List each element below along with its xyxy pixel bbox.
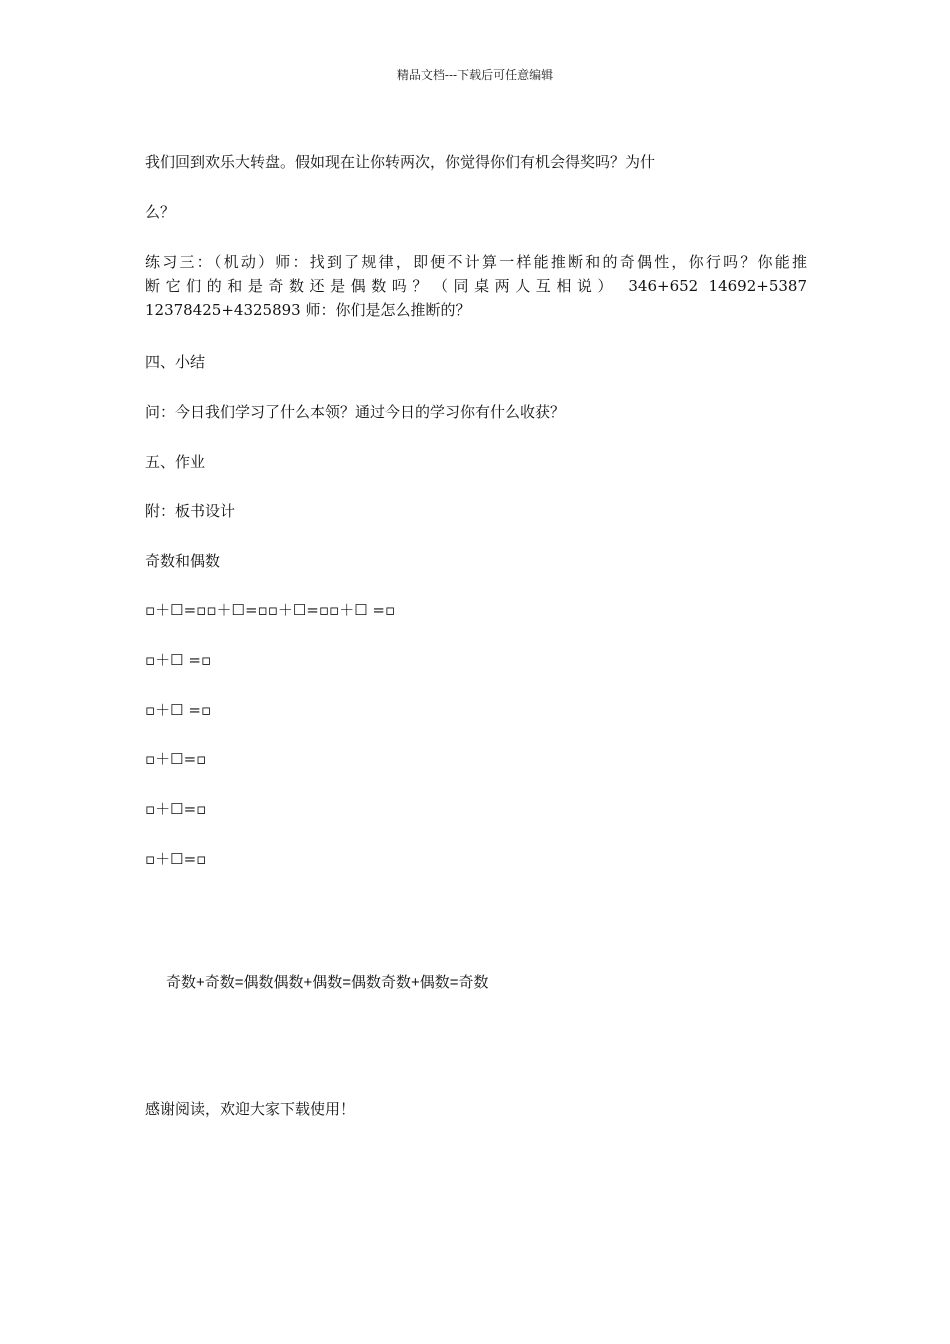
section-heading-summary: 四、小结: [145, 353, 206, 371]
board-equation-2: ▫＋☐ =▫: [145, 651, 212, 669]
board-equation-1: ▫＋☐=▫▫＋☐=▫▫＋☐=▫▫＋☐ =▫: [145, 601, 396, 619]
closing-thanks: 感谢阅读，欢迎大家下载使用！: [145, 1100, 356, 1118]
parity-rules: 奇数+奇数=偶数偶数+偶数=偶数奇数+偶数=奇数: [166, 974, 489, 991]
paragraph-spinner-line-1: 我们回到欢乐大转盘。假如现在让你转两次，你觉得你们有机会得奖吗？为什: [145, 153, 656, 171]
paragraph-exercise-three: [145, 250, 807, 322]
summary-question: 问：今日我们学习了什么本领？通过今日的学习你有什么收获？: [145, 403, 566, 421]
board-equation-5: ▫＋☐=▫: [145, 800, 207, 818]
board-equation-3: ▫＋☐ =▫: [145, 701, 212, 719]
paragraph-spinner-line-2: 么？: [145, 203, 176, 221]
section-heading-homework: 五、作业: [145, 453, 206, 471]
page-header: 精品文档---下载后可任意编辑: [396, 68, 554, 82]
exercise-three-line-3: 12378425+4325893 师：你们是怎么推断的？: [145, 301, 471, 319]
board-equation-6: ▫＋☐=▫: [145, 850, 207, 868]
exercise-three-line-2: 断它们的和是奇数还是偶数吗？（同桌两人互相说） 346+652 14692+5387: [145, 277, 807, 295]
appendix-board-design: 附：板书设计: [145, 502, 236, 520]
board-equation-4: ▫＋☐=▫: [145, 750, 207, 768]
board-title: 奇数和偶数: [145, 552, 221, 570]
exercise-three-line-1: 练习三：（机动）师：找到了规律，即便不计算一样能推断和的奇偶性，你行吗？你能推: [145, 253, 807, 271]
